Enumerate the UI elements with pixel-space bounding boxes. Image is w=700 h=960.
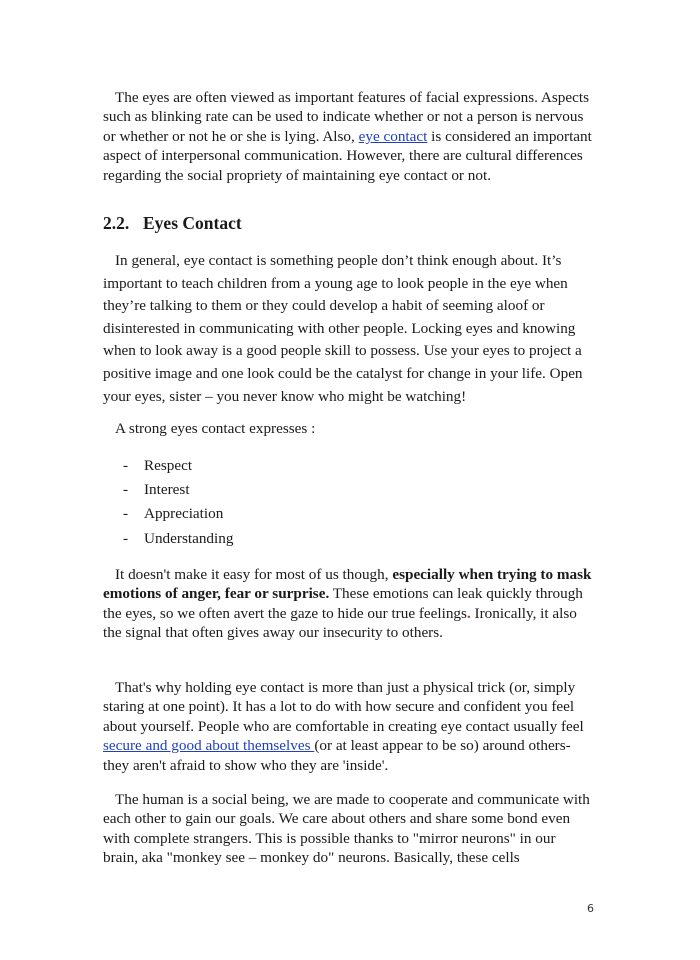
dash-bullet: - <box>123 529 129 547</box>
list-item-text: Understanding <box>144 529 234 547</box>
p3-start: It doesn't make it easy for most of us though, <box>115 566 393 583</box>
secure-link[interactable]: secure and good about themselves <box>103 737 315 755</box>
list-item-text: Respect <box>144 457 193 474</box>
list-lead: A strong eyes contact expresses : <box>115 420 316 437</box>
dash-bullet: - <box>123 481 129 499</box>
confidence-paragraph <box>103 678 593 775</box>
section-number: 2.2. <box>103 213 130 233</box>
dash-bullet: - <box>123 505 129 523</box>
list-item-text: Appreciation <box>144 505 224 523</box>
section-heading <box>103 213 242 234</box>
intro-paragraph <box>103 88 593 185</box>
p4-end: (or at least appear to be so) around others- they aren't afraid to show who they are 'inside'. <box>103 737 571 774</box>
intro-text-start: The eyes are often viewed as important features of facial expressions. Aspects such as blinking rate can be used to indicate whether or not a person is nervous or whether or not he or she is lying. Also, <box>103 89 590 145</box>
emotions-paragraph <box>103 565 593 643</box>
p3-dot: . <box>466 604 471 622</box>
p3-middle: These emotions can leak quickly through the eyes, so we often avert the gaze to hide our true feelings <box>103 585 583 622</box>
social-being-paragraph: The human is a social being, we are made to cooperate and communicate with each other to gain our goals. We care about others and share some bond even with complete strangers. This is possible thanks to "mirror neurons" in our brain, aka "monkey see – monkey do" neurons. Basically, these cells <box>103 791 590 867</box>
section-body-paragraph: In general, eye contact is something people don’t think enough about. It’s important to teach children from a young age to look people in the eye when they’re talking to them or they could develop a habit of seeming aloof or disinterested in communicating with other people. Locking eyes and knowing when to look away is a good people skill to possess. Use your eyes to project a positive image and one look could be the catalyst for change in your life. Open your eyes, sister – you never know who might be watching! <box>103 252 583 405</box>
list-item-text: Interest <box>144 481 190 499</box>
section-title: Eyes Contact <box>143 213 242 233</box>
p3-bold-phrase: especially when trying to mask emotions of anger, fear or surprise. <box>103 566 592 603</box>
page-number: 6 <box>587 902 594 915</box>
p3-end: Ironically, it also the signal that often gives away our insecurity to others. <box>103 604 577 642</box>
intro-text-end: is considered an important aspect of interpersonal communication. However, there are cultural differences regarding the social propriety of maintaining eye contact or not. <box>103 127 592 184</box>
dash-bullet: - <box>123 457 129 474</box>
eye-contact-link[interactable]: eye contact <box>358 127 428 145</box>
p4-start: That's why holding eye contact is more than just a physical trick (or, simply staring at one point). It has a lot to do with how secure and confident you feel about yourself. People who are comfortable in creating eye contact usually feel <box>103 679 584 735</box>
